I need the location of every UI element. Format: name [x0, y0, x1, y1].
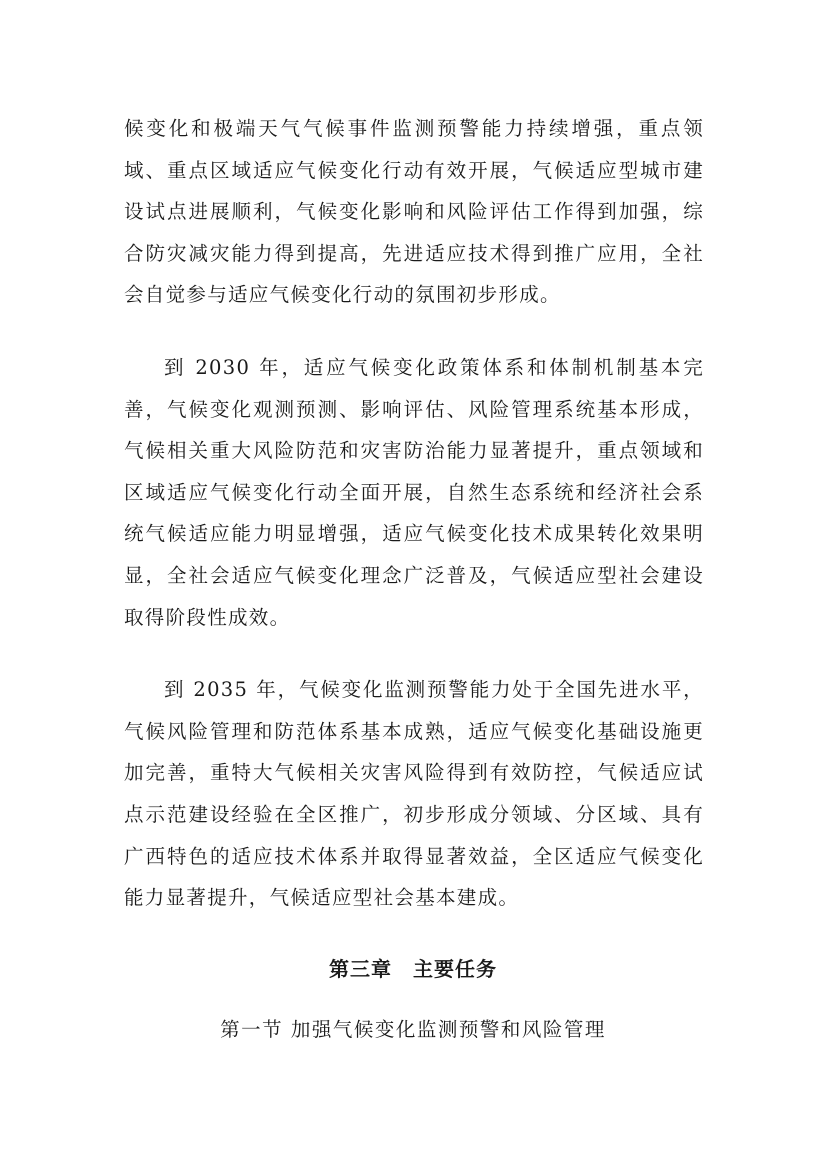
paragraph-goals-2035: 到 2035 年，气候变化监测预警能力处于全国先进水平，气候风险管理和防范体系基本成熟，适应气候变化基础设施更加完善，重特大气候相关灾害风险得到有效防控，气候适应试点示范建设经验在全区推广，初步形成分领域、分区域、具有广西特色的适应技术体系并取得显著效益，全区适应气候变化能力显著提升，气候适应型社会基本建成。 — [124, 678, 704, 910]
paragraph-spacer — [124, 316, 704, 347]
paragraph-spacer — [124, 638, 704, 669]
paragraph-goals-2030: 到 2030 年，适应气候变化政策体系和体制机制基本完善，气候变化观测预测、影响评估、风险管理系统基本形成，气候相关重大风险防范和灾害防治能力显著提升，重点领域和区域适应气候变化行动全面开展，自然生态系统和经济社会系统气候适应能力明显增强，适应气候变化技术成果转化效果明显，全社会适应气候变化理念广泛普及，气候适应型社会建设取得阶段性成效。 — [124, 355, 704, 629]
paragraph-goals-2025: 候变化和极端天气气候事件监测预警能力持续增强，重点领域、重点区域适应气候变化行动有效开展，气候适应型城市建设试点进展顺利，气候变化影响和风险评估工作得到加强，综合防灾减灾能力得到提高，先进适应技术得到推广应用，全社会自觉参与适应气候变化行动的氛围初步形成。 — [124, 117, 704, 307]
section-heading: 第一节 加强气候变化监测预警和风险管理 — [220, 1018, 606, 1041]
chapter-heading: 第三章 主要任务 — [329, 957, 497, 981]
document-body — [124, 108, 704, 919]
